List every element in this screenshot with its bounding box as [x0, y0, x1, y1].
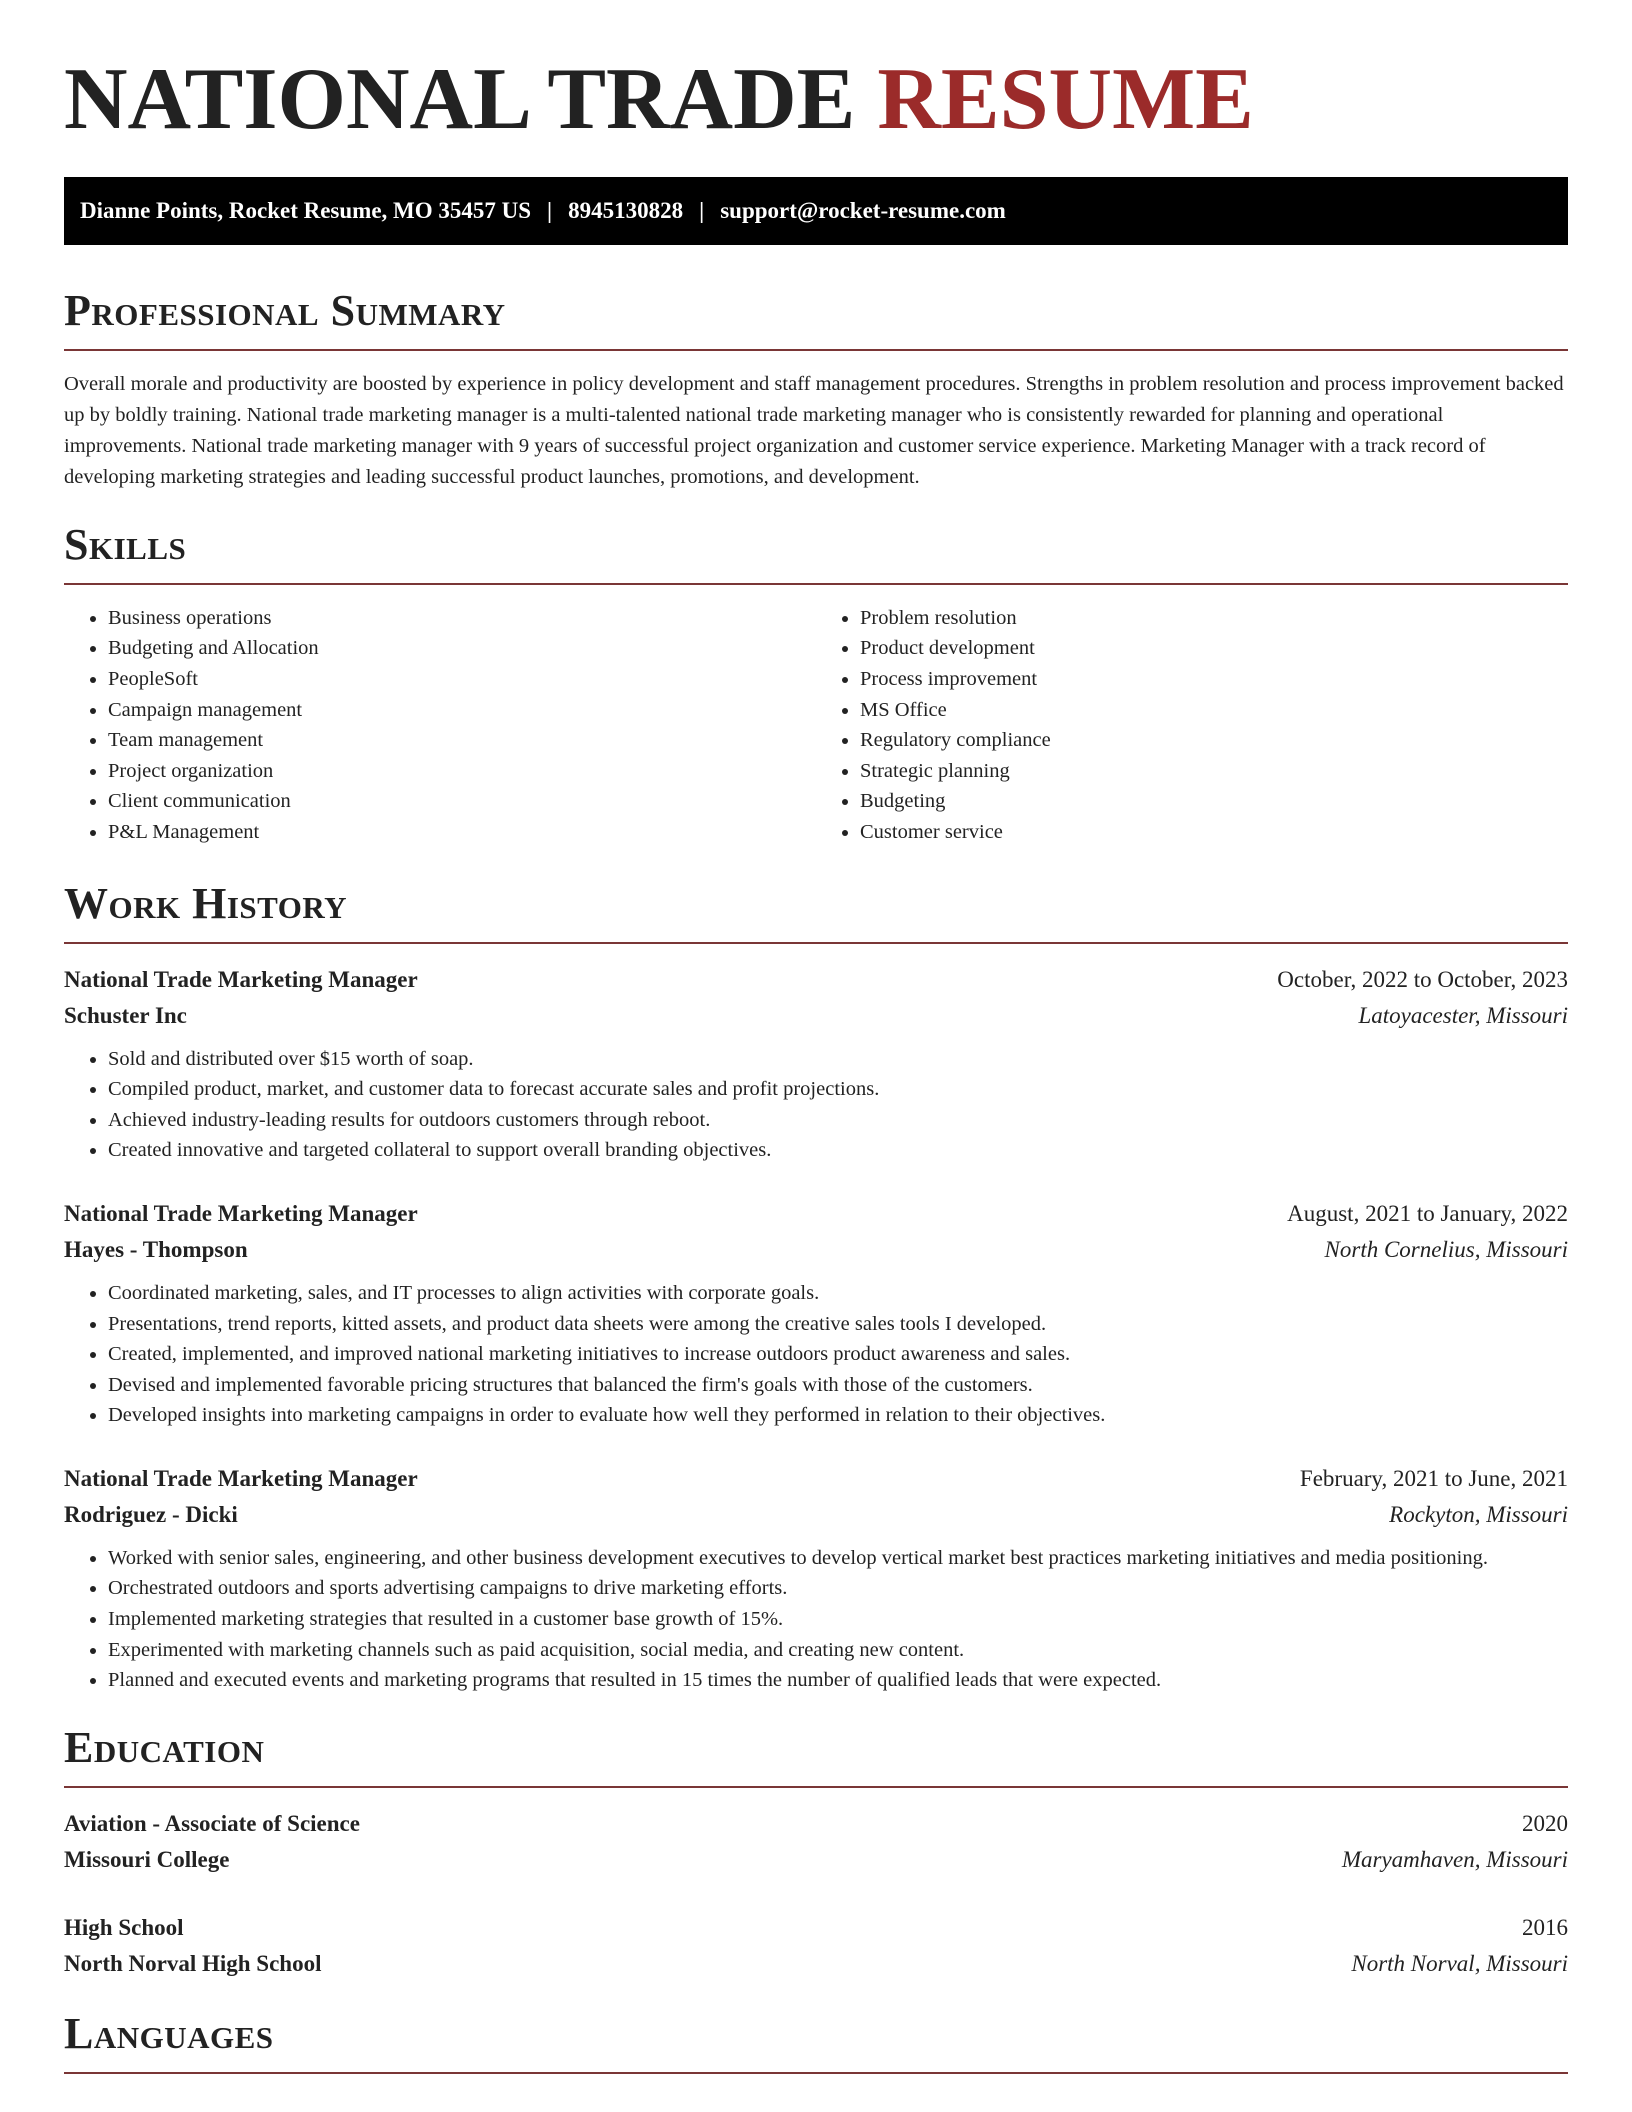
- job-bullet: • Created innovative and targeted collateral to support overall branding objectives.: [108, 1135, 1568, 1166]
- skill-item: • Regulatory compliance: [860, 725, 1568, 756]
- summary-heading: Professional Summary: [64, 285, 506, 335]
- job-location: Latoyacester, Missouri: [1358, 1002, 1568, 1028]
- skill-item: • Problem resolution: [860, 603, 1568, 634]
- summary-text: Overall morale and productivity are boosted by experience in policy development and staff management procedures. Strengths in problem resolution and process improvement backed up by boldly training. National trade marketing manager is a multi-talented national trade marketing manager who is consistently rewarded for planning and operational improvements. National trade marketing manager with 9 years of successful project organization and customer service experience. Marketing Manager with a track record of developing marketing strategies and leading successful product launches, promotions, and development.: [64, 372, 1564, 488]
- skill-item: • Campaign management: [108, 695, 816, 726]
- job-location: North Cornelius, Missouri: [1324, 1236, 1568, 1262]
- skills-list-left: [64, 603, 816, 848]
- job-bullet: • Worked with senior sales, engineering, and other business development executives to develop vertical market best practices marketing initiatives and media positioning.: [108, 1543, 1568, 1574]
- education-degree: Aviation - Associate of Science: [64, 1810, 360, 1836]
- skill-item: • Client communication: [108, 786, 816, 817]
- contact-address: Dianne Points, Rocket Resume, MO 35457 US: [80, 197, 532, 223]
- education-year: 2016: [1522, 1914, 1568, 1940]
- skill-item: • Budgeting and Allocation: [108, 633, 816, 664]
- skill-item: • Team management: [108, 725, 816, 756]
- languages-heading: Languages: [64, 2008, 274, 2058]
- job-bullet: • Planned and executed events and marketing programs that resulted in 15 times the number of qualified leads that were expected.: [108, 1665, 1568, 1696]
- job-bullets: [64, 1278, 1568, 1431]
- skill-item: • Project organization: [108, 756, 816, 787]
- work-history-section: [64, 878, 1568, 1696]
- job-bullets: [64, 1044, 1568, 1166]
- contact-bar: [64, 177, 1568, 245]
- languages-section: [64, 2008, 1568, 2074]
- skills-list-right: [816, 603, 1568, 848]
- resume-title: [64, 0, 1568, 149]
- job-entry: [64, 962, 1568, 1166]
- skill-item: • Strategic planning: [860, 756, 1568, 787]
- skill-item: • PeopleSoft: [108, 664, 816, 695]
- education-entry: [64, 1910, 1568, 1982]
- job-bullet: • Presentations, trend reports, kitted assets, and product data sheets were among the creative sales tools I developed.: [108, 1309, 1568, 1340]
- skills-heading: Skills: [64, 519, 187, 569]
- job-bullet: • Orchestrated outdoors and sports advertising campaigns to drive marketing efforts.: [108, 1573, 1568, 1604]
- job-company: Hayes - Thompson: [64, 1236, 248, 1262]
- job-bullet: • Coordinated marketing, sales, and IT processes to align activities with corporate goals.: [108, 1278, 1568, 1309]
- section-divider: [64, 2072, 1568, 2074]
- education-location: Maryamhaven, Missouri: [1341, 1846, 1568, 1872]
- job-dates: October, 2022 to October, 2023: [1277, 966, 1568, 992]
- contact-separator: |: [699, 197, 705, 223]
- job-title: National Trade Marketing Manager: [64, 966, 418, 992]
- education-location: North Norval, Missouri: [1351, 1950, 1568, 1976]
- title-main: NATIONAL TRADE: [64, 51, 878, 148]
- skill-item: • MS Office: [860, 695, 1568, 726]
- work-history-heading: Work History: [64, 878, 348, 928]
- job-entry: [64, 1461, 1568, 1696]
- skills-section: [64, 519, 1568, 848]
- education-year: 2020: [1522, 1810, 1568, 1836]
- education-degree: High School: [64, 1914, 184, 1940]
- job-location: Rockyton, Missouri: [1389, 1501, 1568, 1527]
- skills-columns: [64, 603, 1568, 848]
- job-company: Schuster Inc: [64, 1002, 187, 1028]
- skill-item: • P&L Management: [108, 817, 816, 848]
- education-school: North Norval High School: [64, 1950, 322, 1976]
- job-bullet: • Implemented marketing strategies that resulted in a customer base growth of 15%.: [108, 1604, 1568, 1635]
- skill-item: • Product development: [860, 633, 1568, 664]
- contact-phone: 8945130828: [568, 197, 684, 223]
- job-entry: [64, 1196, 1568, 1431]
- education-heading: Education: [64, 1722, 265, 1772]
- skill-item: • Business operations: [108, 603, 816, 634]
- job-company: Rodriguez - Dicki: [64, 1501, 238, 1527]
- skill-item: • Budgeting: [860, 786, 1568, 817]
- skill-item: • Process improvement: [860, 664, 1568, 695]
- job-title: National Trade Marketing Manager: [64, 1200, 418, 1226]
- title-accent: RESUME: [877, 51, 1254, 148]
- job-bullet: • Created, implemented, and improved national marketing initiatives to increase outdoors product awareness and sales.: [108, 1339, 1568, 1370]
- skill-item: • Customer service: [860, 817, 1568, 848]
- job-bullet: • Developed insights into marketing campaigns in order to evaluate how well they performed in relation to their objectives.: [108, 1400, 1568, 1431]
- contact-email: support@rocket-resume.com: [720, 197, 1006, 223]
- job-bullets: [64, 1543, 1568, 1696]
- section-divider: [64, 349, 1568, 351]
- job-bullet: • Experimented with marketing channels such as paid acquisition, social media, and creating new content.: [108, 1635, 1568, 1666]
- job-bullet: • Sold and distributed over $15 worth of soap.: [108, 1044, 1568, 1075]
- summary-section: [64, 285, 1568, 493]
- education-school: Missouri College: [64, 1846, 230, 1872]
- education-entry: [64, 1806, 1568, 1878]
- section-divider: [64, 583, 1568, 585]
- job-dates: February, 2021 to June, 2021: [1299, 1465, 1568, 1491]
- job-bullet: • Compiled product, market, and customer data to forecast accurate sales and profit projections.: [108, 1074, 1568, 1105]
- job-bullet: • Devised and implemented favorable pricing structures that balanced the firm's goals with those of the customers.: [108, 1370, 1568, 1401]
- job-dates: August, 2021 to January, 2022: [1287, 1200, 1568, 1226]
- job-bullet: • Achieved industry-leading results for outdoors customers through reboot.: [108, 1105, 1568, 1136]
- job-title: National Trade Marketing Manager: [64, 1465, 418, 1491]
- contact-separator: |: [547, 197, 553, 223]
- education-section: [64, 1722, 1568, 1982]
- section-divider: [64, 942, 1568, 944]
- section-divider: [64, 1786, 1568, 1788]
